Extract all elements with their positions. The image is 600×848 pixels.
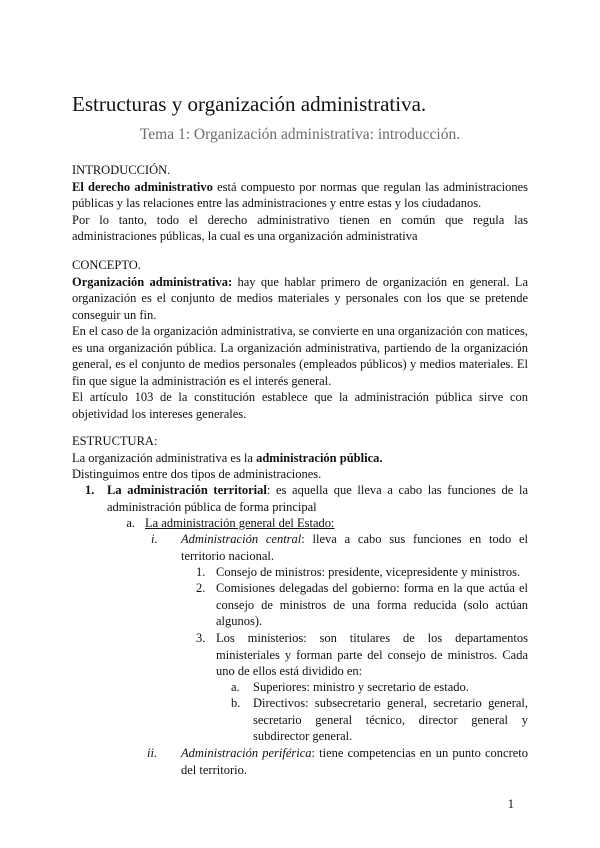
section-heading: ESTRUCTURA: — [72, 434, 158, 448]
section-introduccion — [72, 162, 528, 245]
list-item — [231, 679, 528, 696]
list-item — [196, 564, 528, 581]
paragraph — [72, 179, 528, 212]
bold-term: El derecho administrativo — [72, 179, 213, 194]
italic-term: Administración central — [181, 532, 302, 546]
paragraph: Distinguimos entre dos tipos de administraciones. — [72, 467, 322, 481]
list-item-text: La administración general del Estado: — [145, 516, 335, 530]
list-marker: 3. — [196, 631, 206, 645]
paragraph: El artículo 103 de la constitución establece que la administración pública sirve con objetividad los intereses generales. — [72, 390, 528, 421]
list-marker: 2. — [196, 581, 206, 595]
list-item — [147, 745, 529, 778]
list-item-text: Comisiones delegadas del gobierno: forma en la que actúa el consejo de ministros de una forma reducida (solo actúan algunos). — [216, 581, 528, 628]
list-item-text: Superiores: ministro y secretario de estado. — [253, 680, 469, 694]
list-item-text: : es aquella que lleva a cabo las funciones de la administración pública de forma principal — [107, 483, 528, 514]
paragraph — [72, 450, 528, 467]
list-marker: 1. — [85, 483, 95, 497]
list-marker: 1. — [196, 565, 206, 579]
list-marker: a. — [231, 680, 240, 694]
document-title: Estructuras y organización administrativa. — [72, 92, 427, 116]
page-number: 1 — [507, 797, 514, 811]
list-item-text: Consejo de ministros: presidente, vicepresidente y ministros. — [216, 565, 521, 579]
section-heading: INTRODUCCIÓN. — [72, 163, 171, 177]
section-heading: CONCEPTO. — [72, 258, 141, 272]
list-marker: b. — [231, 696, 241, 710]
paragraph-text: está compuesto por normas que regulan las administraciones públicas y las relaciones entre las administraciones y entre estas y los ciudadanos. — [72, 179, 528, 210]
section-estructura — [72, 433, 528, 483]
list-item-text: : tiene competencias en un punto concreto del territorio. — [181, 746, 529, 777]
list-item-text: Directivos: subsecretario general, secretario general, secretario general técnico, director general y subdirector general. — [253, 696, 528, 743]
list-marker: ii. — [147, 746, 158, 760]
list-item-text: : lleva a cabo sus funciones en todo el territorio nacional. — [181, 532, 528, 563]
list-item — [196, 580, 528, 630]
list-item — [85, 482, 528, 515]
list-item — [151, 531, 528, 564]
list-marker: i. — [151, 532, 158, 546]
list-item — [231, 695, 528, 745]
list-item — [126, 515, 528, 532]
list-marker: a. — [126, 516, 135, 530]
bold-term: administración pública. — [256, 450, 383, 465]
document-subtitle: Tema 1: Organización administrativa: introducción. — [139, 126, 461, 143]
paragraph: En el caso de la organización administrativa, se convierte en una organización con matices, es una organización pública. La organización administrativa, partiendo de la organización general, es el conjunto de medios personales (empleados públicos) y medios materiales. El fin que sigue la administración es el interés general. — [72, 324, 528, 388]
italic-term: Administración periférica — [181, 746, 312, 760]
paragraph-text: hay que hablar primero de organización en general. La organización es el conjunto de medios materiales y personales con los que se pretende conseguir un fin. — [72, 274, 528, 322]
list-item — [196, 630, 528, 680]
bold-term: Organización administrativa: — [72, 274, 233, 289]
paragraph — [72, 274, 528, 324]
paragraph-text: La organización administrativa es la — [72, 450, 257, 465]
paragraph: Por lo tanto, todo el derecho administrativo tienen en común que regula las administraciones públicas, la cual es una organización administrativa — [72, 212, 528, 243]
list-item-text: Los ministerios: son titulares de los departamentos ministeriales y forman parte del consejo de ministros. Cada uno de ellos está dividido en: — [216, 631, 528, 678]
bold-term: La administración territorial — [107, 483, 267, 497]
section-concepto — [72, 257, 528, 422]
